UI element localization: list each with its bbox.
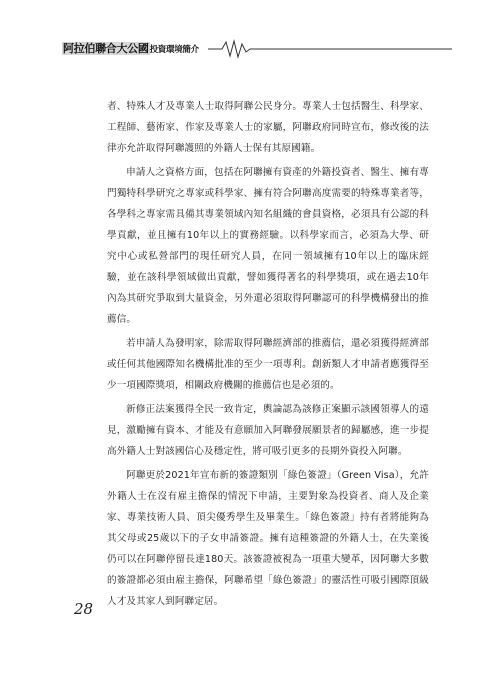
running-header bbox=[62, 38, 452, 60]
page-number: 28 bbox=[74, 600, 94, 618]
paragraph-1 bbox=[107, 96, 429, 159]
paragraph-2-text: 申請人之資格方面，包括在阿聯擁有資產的外籍投資者、醫生、擁有專門獨特科學研究之專家或科學家、擁有符合阿聯高度需要的特殊專業者等，各學科之專家需具備其專業領域內知名組織的會員資格，必須具有公認的科學貢獻，並且擁有10年以上的實務經驗。以科學家而言，必須為大學、研究中心或私營部門的現任研究人員，在同一領域擁有10年以上的臨床經驗，並在該科學領域做出貢獻，譬如獲得著名的科學獎項，或在過去10年內為其研究爭取到大量資金，另外還必須取得阿聯認可的科學機構發出的推薦信。 bbox=[107, 167, 429, 325]
paragraph-3 bbox=[107, 333, 429, 396]
paragraph-2 bbox=[107, 162, 429, 330]
paragraph-1-text: 者、特殊人才及專業人士取得阿聯公民身分。專業人士包括醫生、科學家、工程師、藝術家、作家及專業人士的家屬，阿聯政府同時宣布，修改後的法律亦允許取得阿聯護照的外籍人士保有其原國籍。 bbox=[107, 101, 429, 154]
paragraph-4 bbox=[107, 399, 429, 462]
paragraph-5 bbox=[107, 465, 429, 612]
heartbeat-wave-icon bbox=[208, 38, 452, 60]
paragraph-3-text: 若申請人為發明家，除需取得阿聯經濟部的推薦信，還必須獲得經濟部或任何其他國際知名機構批准的至少一項專利。創新類人才申請者應獲得至少一項國際獎項，相關政府機關的推薦信也是必須的。 bbox=[107, 338, 429, 391]
paragraph-5-text: 阿聯更於2021年宣布新的簽證類別「綠色簽證」（Green Visa），允許外籍人士在沒有雇主擔保的情況下申請，主要對象為投資者、商人及企業家、專業技術人員、頂尖優秀學生及畢業生。「綠色簽證」持有者將能夠為其父母或25歲以下的子女申請簽證。擁有這種簽證的外籍人士，在失業後仍可以在阿聯停留長達180天。該簽證被視為一項重大變革，因阿聯大多數的簽證都必須由雇主擔保，阿聯希望「綠色簽證」的靈活性可吸引國際頂級人才及其家人到阿聯定居。 bbox=[107, 470, 429, 607]
body-text bbox=[107, 96, 429, 615]
header-title-subject: 投資環境簡介 bbox=[149, 45, 199, 55]
header-title bbox=[62, 40, 199, 56]
header-title-country: 阿拉伯聯合大公國 bbox=[63, 42, 149, 55]
paragraph-4-text: 新修正法案獲得全民一致肯定，輿論認為該修正案顯示該國領導人的遠見，激勵擁有資本、才能及有意願加入阿聯發展願景者的歸屬感，進一步提高外籍人士對該國信心及穩定性，將可吸引更多的長期外資投入阿聯。 bbox=[107, 404, 429, 457]
